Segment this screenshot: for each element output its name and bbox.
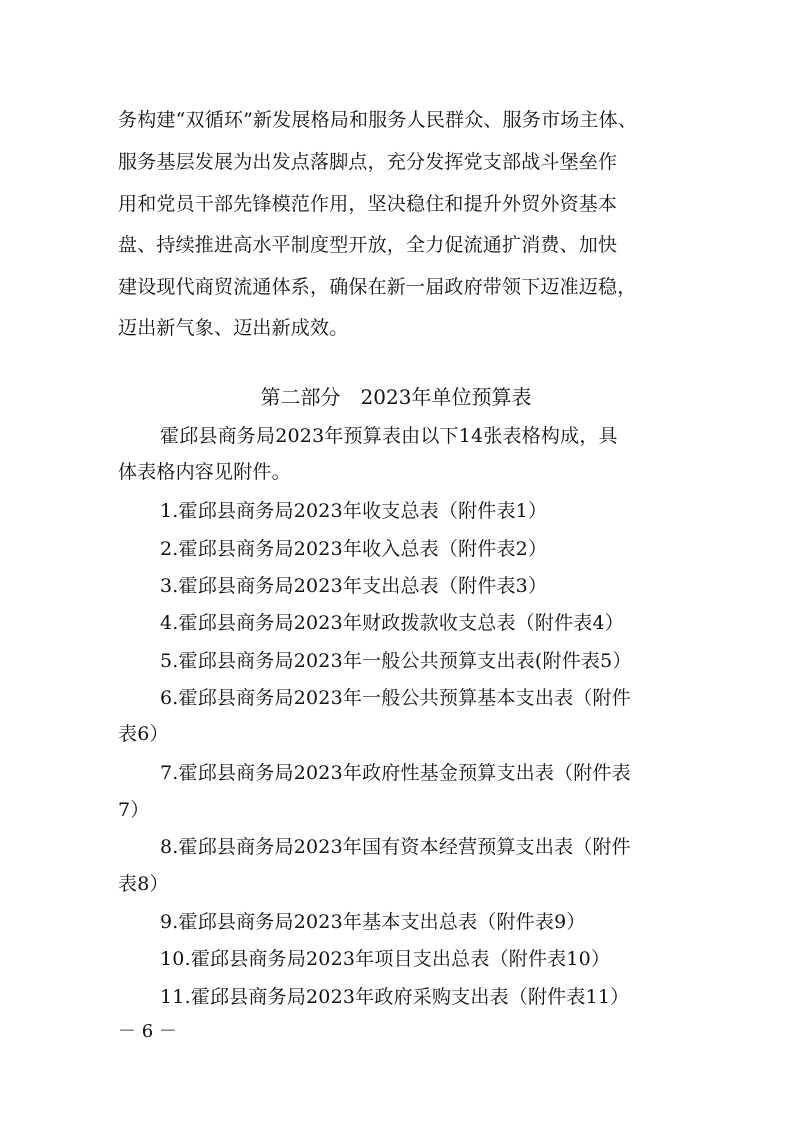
body-paragraph-line-3: 用和党员干部先锋模范作用，坚决稳住和提升外贸外资基本 xyxy=(118,193,618,215)
table-list-item-4: 4.霍邱县商务局2023年财政拨款收支总表（附件表4） xyxy=(160,612,624,634)
table-list-item-6-cont: 表6） xyxy=(118,723,169,745)
table-list-item-11: 11.霍邱县商务局2023年政府采购支出表（附件表11） xyxy=(160,986,630,1008)
table-list-item-9: 9.霍邱县商务局2023年基本支出总表（附件表9） xyxy=(160,911,586,933)
table-list-item-7: 7.霍邱县商务局2023年政府性基金预算支出表（附件表 xyxy=(160,762,631,784)
table-list-item-8: 8.霍邱县商务局2023年国有资本经营预算支出表（附件 xyxy=(160,836,631,858)
table-list-item-6: 6.霍邱县商务局2023年一般公共预算基本支出表（附件 xyxy=(160,687,631,709)
table-list-item-3: 3.霍邱县商务局2023年支出总表（附件表3） xyxy=(160,575,548,597)
table-list-item-10: 10.霍邱县商务局2023年项目支出总表（附件表10） xyxy=(160,948,611,970)
table-list-item-7-cont: 7） xyxy=(118,799,150,821)
table-list-item-1: 1.霍邱县商务局2023年收支总表（附件表1） xyxy=(160,500,548,522)
intro-line-1: 霍邱县商务局2023年预算表由以下14张表格构成，具 xyxy=(160,425,618,447)
table-list-item-8-cont: 表8） xyxy=(118,873,169,895)
table-list-item-2: 2.霍邱县商务局2023年收入总表（附件表2） xyxy=(160,538,548,560)
page-number: － 6 － xyxy=(118,1021,177,1042)
body-paragraph-line-6: 迈出新气象、迈出新成效。 xyxy=(118,317,349,339)
table-list-item-5: 5.霍邱县商务局2023年一般公共预算支出表(附件表5） xyxy=(160,650,632,672)
intro-line-2: 体表格内容见附件。 xyxy=(118,461,291,483)
body-paragraph-line-1: 务构建“双循环”新发展格局和服务人民群众、服务市场主体、 xyxy=(118,109,638,131)
section-heading: 第二部分 2023年单位预算表 xyxy=(260,385,532,409)
body-paragraph-line-4: 盘、持续推进高水平制度型开放，全力促流通扩消费、加快 xyxy=(118,234,618,256)
body-paragraph-line-5: 建设现代商贸流通体系，确保在新一届政府带领下迈准迈稳， xyxy=(118,276,637,298)
body-paragraph-line-2: 服务基层发展为出发点落脚点，充分发挥党支部战斗堡垒作 xyxy=(118,151,618,173)
